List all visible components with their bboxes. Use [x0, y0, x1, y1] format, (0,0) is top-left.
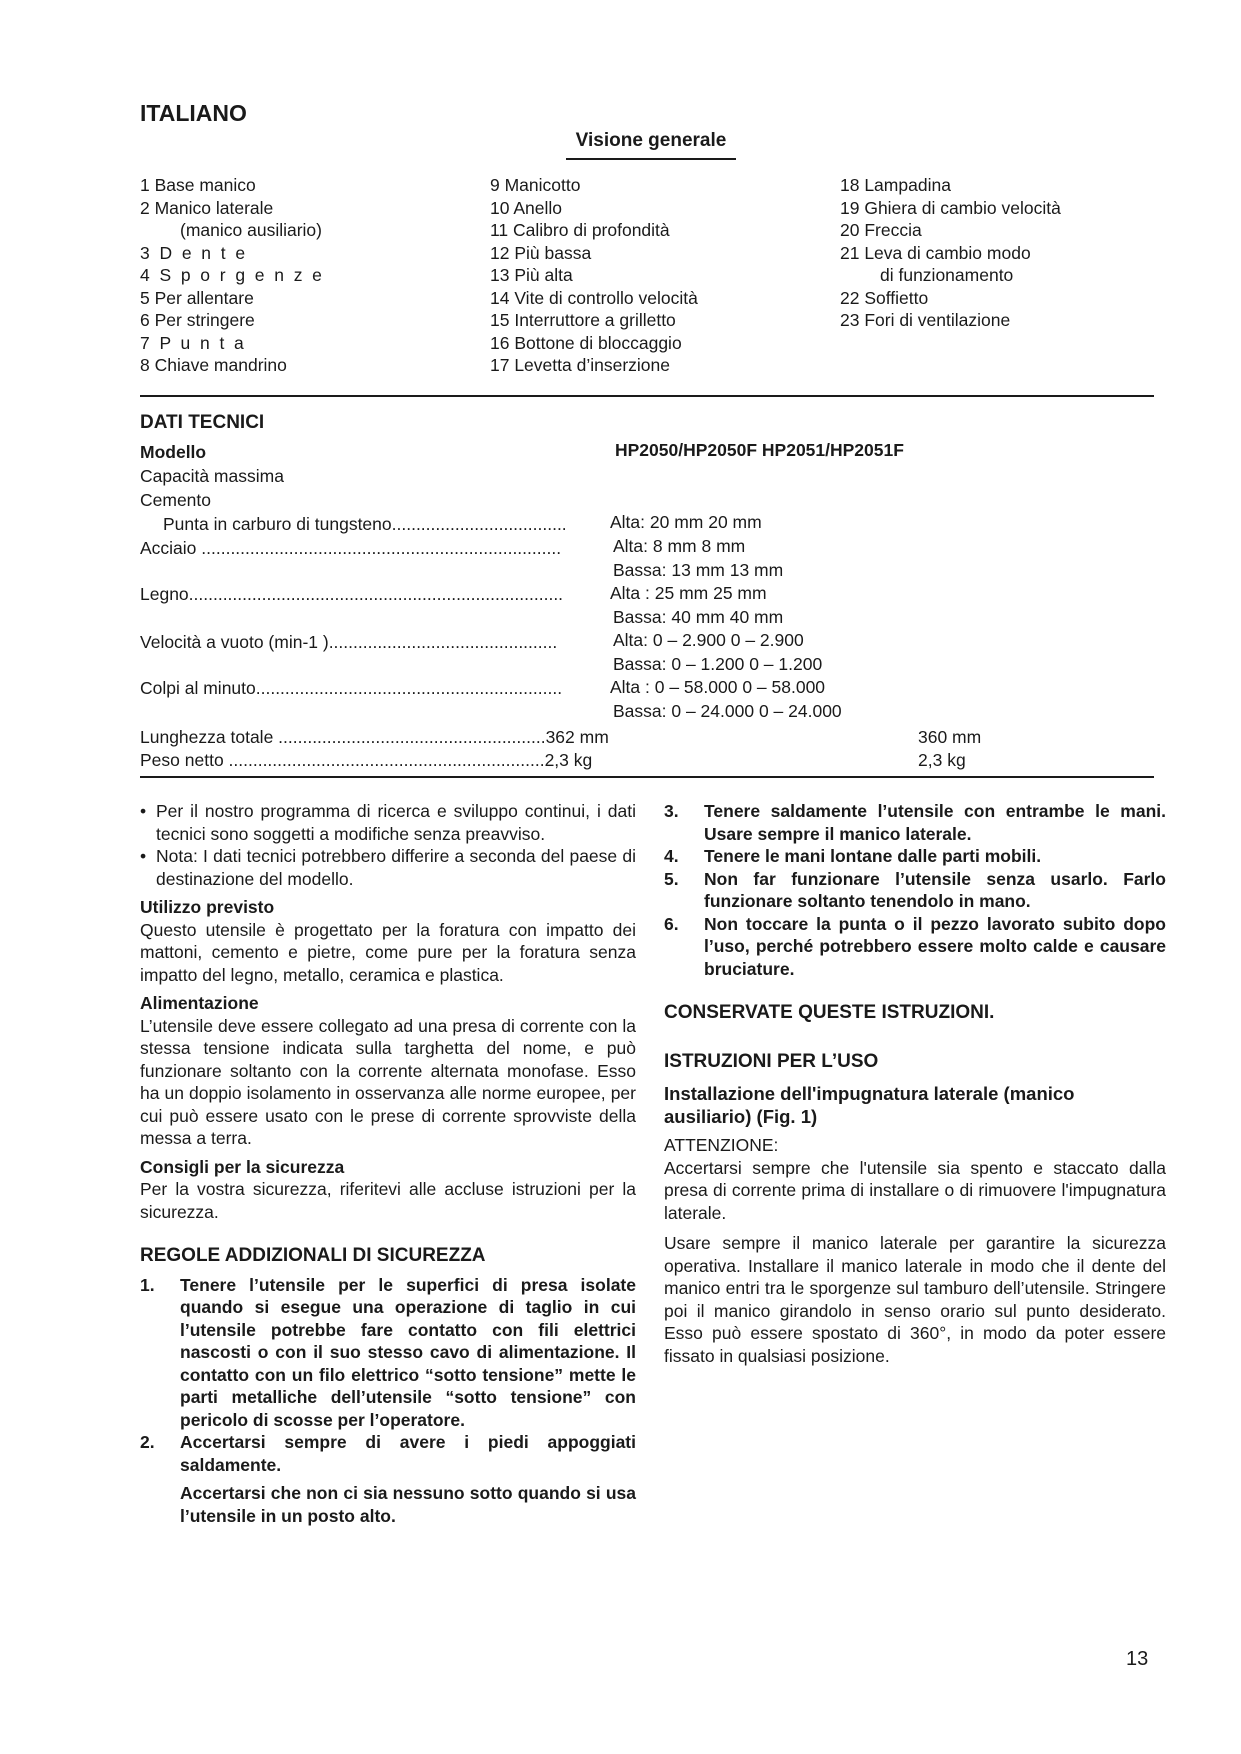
rules-title: REGOLE ADDIZIONALI DI SICUREZZA	[140, 1245, 486, 1266]
bullet-text: Nota: I dati tecnici potrebbero differire a seconda del paese di destinazione del modello.	[156, 846, 636, 889]
caution-text: Accertarsi sempre che l'utensile sia spento e staccato dalla presa di corrente prima di installare o di rimuovere l'impugnatura laterale.	[664, 1157, 1166, 1223]
part-item: 8 Chiave mandrino	[140, 355, 287, 375]
install-title: Installazione dell'impugnatura laterale (manico ausiliario) (Fig. 1)	[664, 1083, 1075, 1127]
use-text: Questo utensile è progettato per la foratura con impatto dei mattoni, cemento e pietre, come pure per la foratura senza impatto del legno, metallo, ceramica e plastica.	[140, 919, 636, 985]
spec-speed-high: Alta: 0 – 2.900 0 – 2.900	[613, 630, 804, 650]
spec-length-b: 360 mm	[918, 727, 982, 747]
parts-list-col3	[840, 174, 1160, 332]
spec-steel: Acciaio ..........................................................................	[140, 538, 562, 558]
rule-text: Non toccare la punta o il pezzo lavorato subito dopo l’uso, perché potrebbero essere molto calde e causare bruciature.	[704, 913, 1166, 979]
part-item: 7 P u n t a	[140, 332, 244, 353]
parts-list-col1	[140, 174, 480, 377]
rule-text: Accertarsi sempre di avere i piedi appoggiati saldamente.	[180, 1432, 636, 1475]
left-column	[140, 800, 636, 1527]
part-item: 20 Freccia	[840, 220, 922, 240]
list-item	[140, 1482, 636, 1527]
part-item: 2 Manico laterale	[140, 197, 274, 218]
list-item: 4. Tenere le mani lontane dalle parti mobili.	[664, 845, 1166, 868]
spec-blows-low: Bassa: 0 – 24.000 0 – 24.000	[613, 701, 842, 721]
use-title: Utilizzo previsto	[140, 897, 275, 917]
language-heading: ITALIANO	[140, 100, 247, 126]
safety-title: Consigli per la sicurezza	[140, 1156, 345, 1177]
part-item: 12 Più bassa	[490, 242, 592, 263]
bullet-text: Per il nostro programma di ricerca e sviluppo continui, i dati tecnici sono soggetti a modifiche senza preavviso.	[156, 801, 636, 844]
part-item: di funzionamento	[880, 265, 1014, 285]
power-text: L’utensile deve essere collegato ad una presa di corrente con la stessa tensione indicata sulla targhetta del nome, e può funzionare soltanto con la corrente alternata monofase. Esso ha un doppio isolamento in osservanza alle norme europee, per cui può essere usato con le prese di corrente sprovviste della messa a terra.	[140, 1015, 636, 1148]
part-item: 23 Fori di ventilazione	[840, 310, 1011, 330]
spec-tungsten: Punta in carburo di tungsteno....................................	[163, 514, 567, 534]
part-item: 3 D e n t e	[140, 242, 246, 263]
keep-instructions: CONSERVATE QUESTE ISTRUZIONI.	[664, 1002, 995, 1023]
part-item: 9 Manicotto	[490, 175, 581, 195]
list-item: 6. Non toccare la punta o il pezzo lavorato subito dopo l’uso, perché potrebbero essere molto calde e causare bruciature.	[664, 913, 1166, 979]
overview-title: Visione generale	[566, 130, 736, 160]
part-item: 13 Più alta	[490, 265, 573, 285]
spec-steel-high: Alta: 8 mm 8 mm	[613, 536, 746, 556]
rule-text: Tenere l’utensile per le superfici di presa isolate quando si esegue una operazione di taglio in cui l’utensile potrebbe fare contatto con fili elettrici nascosti o con il suo stesso cavo di alimentazione. Il contatto con un filo elettrico “sotto tensione” mette le parti metalliche dell’utensile “sotto tensione” con pericolo di scosse per l’operatore.	[180, 1274, 636, 1430]
spec-cement: Cemento	[140, 490, 212, 510]
spec-blows-high: Alta : 0 – 58.000 0 – 58.000	[610, 677, 826, 697]
part-item: 16 Bottone di bloccaggio	[490, 332, 682, 353]
part-item: 11 Calibro di profondità	[490, 220, 670, 240]
part-item: 21 Leva di cambio modo	[840, 242, 1031, 263]
part-item: 1 Base manico	[140, 175, 256, 195]
list-item: 5. Non far funzionare l’utensile senza usarlo. Farlo funzionare soltanto tenendolo in mano.	[664, 868, 1166, 911]
part-item: 4 S p o r g e n z e	[140, 265, 322, 285]
spec-blows: Colpi al minuto...............................................................	[140, 678, 563, 698]
safety-text: Per la vostra sicurezza, riferitevi alle accluse istruzioni per la sicurezza.	[140, 1179, 636, 1222]
right-column	[664, 800, 1166, 1367]
list-item: 1. Tenere l’utensile per le superfici di presa isolate quando si esegue una operazione di taglio in cui l’utensile potrebbe fare contatto con fili elettrici nascosti o con il suo stesso cavo di alimentazione. Il contatto con un filo elettrico “sotto tensione” mette le parti metalliche dell’utensile “sotto tensione” con pericolo di scosse per l’operatore.	[140, 1274, 636, 1430]
spec-wood-low: Bassa: 40 mm 40 mm	[613, 607, 784, 627]
part-item: (manico ausiliario)	[180, 220, 322, 240]
install-text: Usare sempre il manico laterale per garantire la sicurezza operativa. Installare il manico laterale in modo che il dente del manico entri tra le sporgenze sul tamburo dell’utensile. Stringere poi il manico girandolo in senso orario sul punto desiderato. Esso può essere spostato di 360°, in modo da poter essere fissato in qualsiasi posizione.	[664, 1233, 1166, 1366]
spec-length: Lunghezza totale .......................................................362 mm	[140, 727, 609, 747]
part-item: 15 Interruttore a grilletto	[490, 310, 676, 330]
list-item: • Nota: I dati tecnici potrebbero differire a seconda del paese di destinazione del modello.	[140, 846, 636, 889]
spec-steel-low: Bassa: 13 mm 13 mm	[613, 560, 784, 580]
specs-title: DATI TECNICI	[140, 412, 265, 433]
spec-speed-low: Bassa: 0 – 1.200 0 – 1.200	[613, 654, 823, 674]
caution-label: ATTENZIONE:	[664, 1135, 779, 1155]
part-item: 22 Soffietto	[840, 287, 929, 308]
part-item: 6 Per stringere	[140, 310, 255, 330]
part-item: 5 Per allentare	[140, 287, 254, 308]
spec-model-label: Modello	[140, 442, 207, 462]
spec-weight-b: 2,3 kg	[918, 750, 966, 770]
rule-text: Non far funzionare l’utensile senza usarlo. Farlo funzionare soltanto tenendolo in mano.	[704, 868, 1166, 911]
page-number: 13	[1126, 1648, 1149, 1670]
instructions-title: ISTRUZIONI PER L’USO	[664, 1050, 879, 1072]
power-title: Alimentazione	[140, 993, 259, 1013]
divider	[140, 776, 1154, 778]
part-item: 18 Lampadina	[840, 175, 951, 195]
spec-speed: Velocità a vuoto (min-1 )...............................................	[140, 632, 558, 652]
part-item: 19 Ghiera di cambio velocità	[840, 197, 1061, 218]
spec-models: HP2050/HP2050F HP2051/HP2051F	[615, 440, 904, 460]
spec-capacity: Capacità massima	[140, 466, 284, 486]
spec-tungsten-value: Alta: 20 mm 20 mm	[610, 512, 762, 532]
spec-wood-high: Alta : 25 mm 25 mm	[610, 583, 767, 603]
part-item: 17 Levetta d’inserzione	[490, 355, 670, 375]
parts-list-col2	[490, 174, 820, 377]
spec-wood: Legno.............................................................................	[140, 584, 564, 604]
list-item: 2. Accertarsi sempre di avere i piedi appoggiati saldamente.	[140, 1432, 636, 1475]
list-item: • Per il nostro programma di ricerca e sviluppo continui, i dati tecnici sono soggetti a modifiche senza preavviso.	[140, 801, 636, 844]
part-item: 14 Vite di controllo velocità	[490, 287, 698, 308]
part-item: 10 Anello	[490, 197, 563, 218]
rule-text: Accertarsi che non ci sia nessuno sotto quando si usa l’utensile in un posto alto.	[180, 1483, 636, 1526]
rule-text: Tenere le mani lontane dalle parti mobili.	[704, 846, 1042, 866]
spec-weight: Peso netto .................................................................2,3 kg	[140, 750, 593, 770]
rule-text: Tenere saldamente l’utensile con entrambe le mani. Usare sempre il manico laterale.	[704, 801, 1166, 844]
list-item: 3. Tenere saldamente l’utensile con entrambe le mani. Usare sempre il manico laterale.	[664, 801, 1166, 844]
divider	[140, 395, 1154, 397]
